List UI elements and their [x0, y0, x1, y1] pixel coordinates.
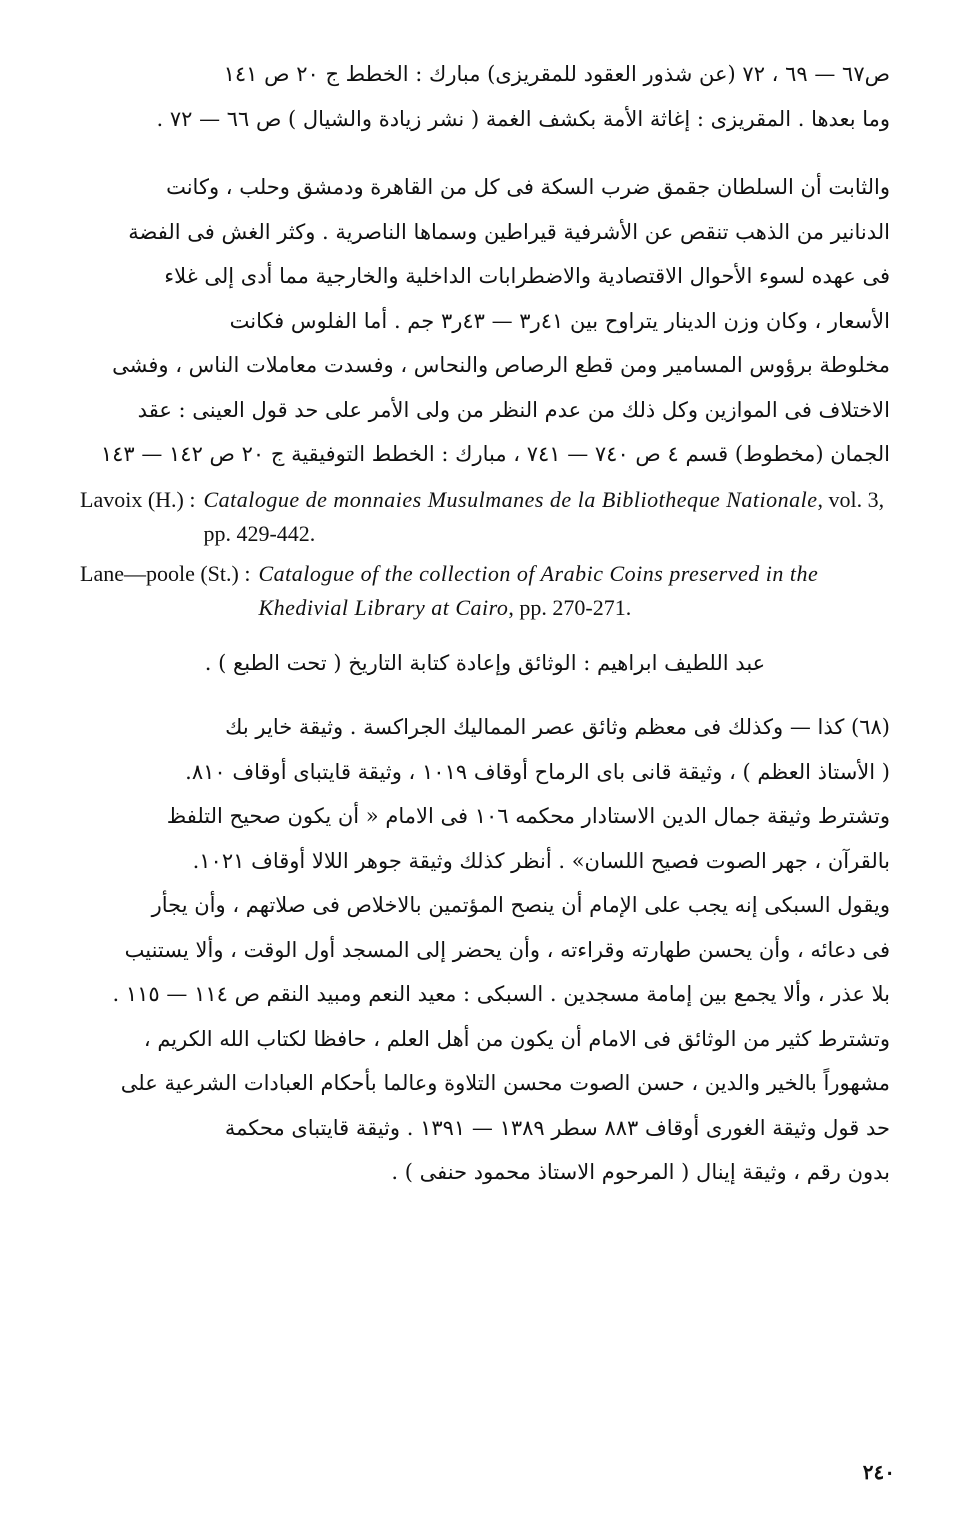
text-line: فى دعائه ، وأن يحسن طهارته وقراءته ، وأن يحضر إلى المسجد أول الوقت ، وألا يستنيب: [124, 937, 890, 962]
text-line: بدون رقم ، وثيقة إينال ( المرحوم الاستاذ محمود حنفى ) .: [391, 1160, 890, 1184]
text-line: الدنانير من الذهب تنقص عن الأشرفية قيراطين وسماها الناصرية . وكثر الغش فى الفضة: [128, 219, 890, 244]
text-line: فى عهده لسوء الأحوال الاقتصادية والاضطرابات الداخلية والخارجية مما أدى إلى غلاء: [164, 264, 890, 288]
reference-author: Lane—poole (St.) :: [80, 560, 251, 586]
text-line: وتشترط وثيقة جمال الدين الاستادار محكمه ١٠٦ فى الامام « أن يكون صحيح التلفظ: [166, 804, 890, 828]
text-line: وتشترط كثير من الوثائق فى الامام أن يكون من أهل العلم ، حافظا لكتاب الله الكريم ،: [143, 1026, 890, 1051]
text-line: بالقرآن ، جهر الصوت فصيح اللسان» . أنظر كذلك وثيقة جوهر اللالا أوقاف ١٠٢١.: [192, 848, 890, 873]
text-line: مشهوراً بالخير والدين ، حسن الصوت محسن التلاوة وعالما بأحكام العبادات الشرعية على: [120, 1071, 890, 1095]
page-number: ٢٤٠: [862, 1460, 895, 1484]
text-line: والثابت أن السلطان جقمق ضرب السكة فى كل من القاهرة ودمشق وحلب ، وكانت: [166, 175, 890, 199]
text-line: ويقول السبكى إنه يجب على الإمام أن ينصح المؤتمين بالاخلاص فى صلاتهم ، وأن يجأر: [151, 893, 890, 917]
footnote-68: [80, 705, 890, 1195]
reference-author: Lavoix (H.) :: [80, 486, 196, 512]
document-page: [80, 52, 890, 1502]
text-line: وما بعدها . المقريزى : إغاثة الأمة بكشف الغمة ( نشر زيادة والشيال ) ص ٦٦ — ٧٢ .: [156, 106, 890, 131]
text-line: الاختلاف فى الموازين وكل ذلك من عدم النظر من ولى الأمر على حد قول العينى : عقد: [137, 397, 890, 422]
reference-citation: [258, 557, 890, 625]
text-line: حد قول وثيقة الغورى أوقاف ٨٨٣ سطر ١٣٨٩ — ١٣٩١ . وثيقة قايتباى محكمة: [224, 1115, 890, 1140]
top-footnote-continuation: [80, 52, 890, 141]
reference-citation: [203, 483, 890, 551]
text-line: بلا عذر ، وألا يجمع بين إمامة مسجدين . السبكى : معيد النعم ومبيد النقم ص ١١٤ — ١١٥ .: [112, 982, 890, 1006]
reference-title: Catalogue of the collection of Arabic Coins preserved in the Khedivial Library at Cairo: [258, 560, 819, 620]
text-line: الأسعار ، وكان وزن الدينار يتراوح بين ٤١ر٣ — ٤٣ر٣ جم . أما الفلوس فكانت: [229, 308, 890, 333]
text-line: ص٦٧ — ٦٩ ، ٧٢ (عن شذور العقود للمقريزى) مبارك : الخطط ج ٢٠ ص ١٤١: [223, 62, 890, 86]
reference-lavoix: [80, 483, 890, 551]
reference-title: Catalogue de monnaies Musulmanes de la Bibliotheque Nationale: [203, 486, 818, 512]
coinage-paragraph: [80, 165, 890, 477]
text-line: (٦٨) كذا — وكذلك فى معظم وثائق عصر المماليك الجراكسة . وثيقة خاير بك: [225, 715, 890, 739]
reference-details: , pp. 270-271.: [508, 594, 632, 620]
text-line: مخلوطة برؤوس المسامير ومن قطع الرصاص والنحاس ، وفسدت معاملات الناس ، وفشى: [112, 353, 890, 377]
reference-lane-poole: [80, 557, 890, 625]
reference-abdellatif: عبد اللطيف ابراهيم : الوثائق وإعادة كتابة التاريخ ( تحت الطبع ) .: [204, 650, 766, 675]
text-line: الجمان (مخطوط) قسم ٤ ص ٧٤٠ — ٧٤١ ، مبارك : الخطط التوفيقية ج ٢٠ ص ١٤٢ — ١٤٣: [100, 442, 890, 466]
text-line: ( الأستاذ العظم ) ، وثيقة قانى باى الرماح أوقاف ١٠١٩ ، وثيقة قايتباى أوقاف ٨١٠.: [185, 759, 890, 784]
reference-details: , vol. 3, pp. 429-442.: [203, 486, 885, 546]
